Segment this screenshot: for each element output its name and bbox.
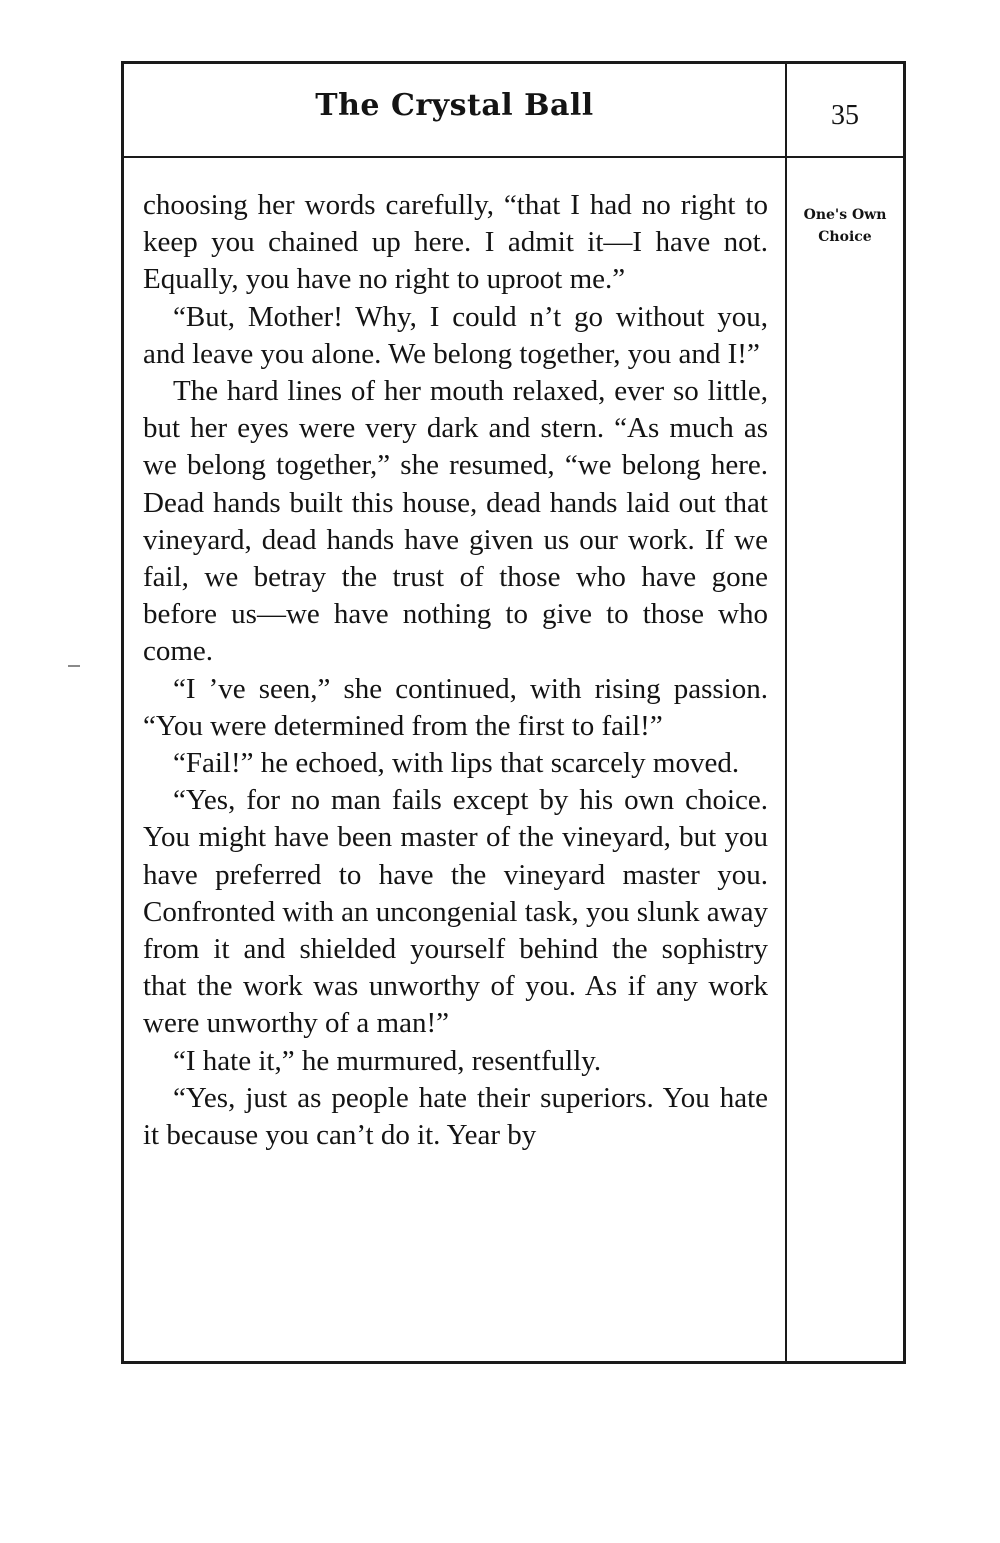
sidenote-line: One's Own (803, 207, 887, 223)
paragraph: “Yes, for no man fails except by his own choice. You might have been master of the vineyard, but you have preferred to have the vineyard master you. Confronted with an uncongenial task, you slunk away from it and shielded yourself behind the sophistry that the work was unworthy of you. As if any work were unworthy of a man!” (143, 784, 768, 1040)
running-title: The Crystal Ball (315, 88, 594, 123)
paragraph: “Fail!” he echoed, with lips that scarcely moved. (173, 747, 740, 780)
scan-mark (68, 665, 80, 667)
header-rule (124, 156, 903, 158)
paragraph: choosing her words carefully, “that I had no right to keep you chained up here. I admit it—I have not. Equally, you have no right to uproot me.” (143, 189, 768, 296)
body-text (143, 187, 768, 1154)
page-frame (121, 61, 906, 1364)
paragraph: “I ’ve seen,” she continued, with rising passion. “You were determined from the first to fail!” (143, 672, 768, 742)
paragraph: “Yes, just as people hate their superiors. You hate it because you can’t do it. Year by (143, 1081, 768, 1152)
paragraph: “I hate it,” he murmured, resentfully. (173, 1044, 602, 1077)
sidenote-line: Choice (818, 229, 872, 245)
margin-sidenote (787, 204, 903, 248)
paragraph: “But, Mother! Why, I could n’t go without you, and leave you alone. We belong together, you and I!” (143, 300, 768, 370)
paragraph: The hard lines of her mouth relaxed, ever so little, but her eyes were very dark and stern. “As much as we belong together,” she resumed, “we belong here. Dead hands built this house, dead hands laid out that vineyard, dead hands have given us our work. If we fail, we betray the trust of those who have gone before us—we have nothing to give to those who come. (143, 375, 768, 668)
column-divider (785, 64, 787, 1361)
page-number: 35 (831, 100, 859, 131)
